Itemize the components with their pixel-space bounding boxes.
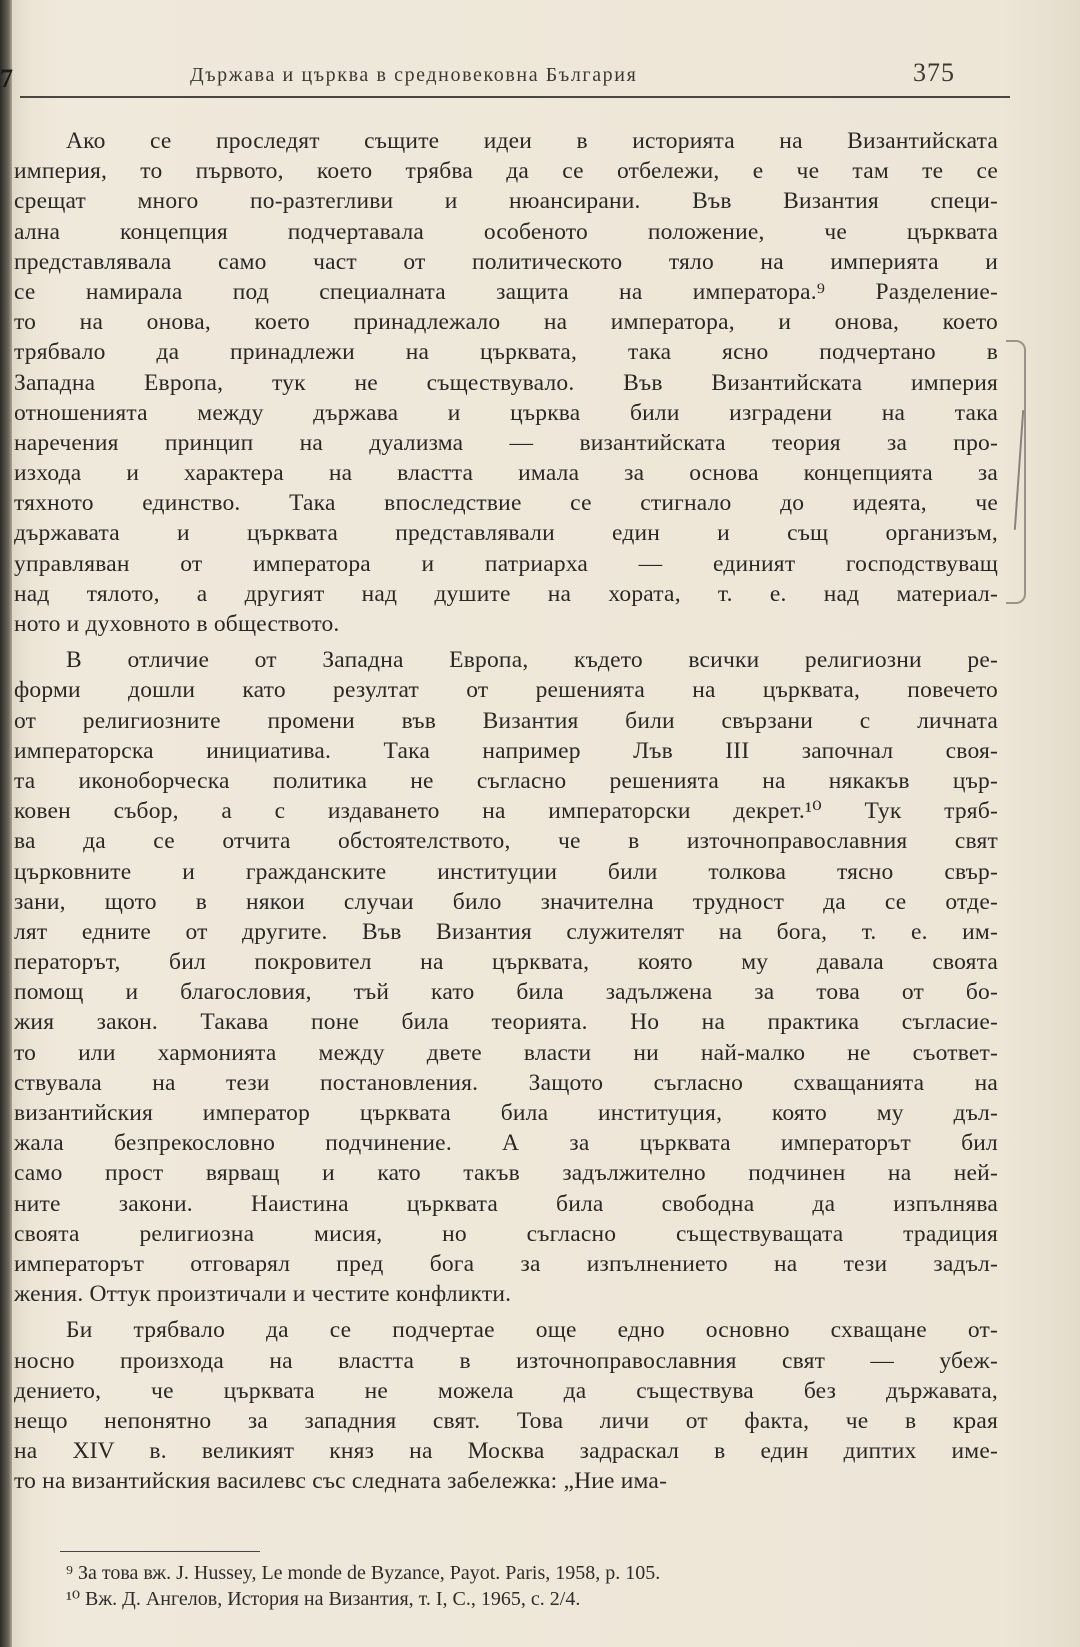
- text-line: ператорът, бил покровител на църквата, която му давала своята: [14, 949, 998, 976]
- text-line: жия закон. Такава поне била теорията. Но на практика съгласие-: [14, 1009, 998, 1036]
- text-line: представлявала само част от политическото тяло на империята и: [14, 248, 998, 275]
- text-line: императорска инициатива. Така например Лъв III започнал своя-: [14, 737, 998, 764]
- paragraph: [14, 645, 998, 1309]
- text-line: Ако се проследят същите идеи в историята на Византийската: [66, 128, 998, 154]
- body-text: [14, 126, 998, 1496]
- text-line: тяхното единство. Така впоследствие се стигнало до идеята, че: [14, 490, 998, 517]
- text-line: то или хармонията между двете власти ни най-малко не съответ-: [14, 1039, 998, 1066]
- header-rule: [20, 96, 1010, 98]
- text-line: нещо непонятно за западния свят. Това личи от факта, че в края: [14, 1407, 998, 1434]
- text-line: то на византийския василевс със следната забележка: „Ние има-: [14, 1468, 668, 1495]
- book-spine-shadow: [0, 0, 12, 1647]
- paragraph: [14, 1315, 998, 1496]
- page-number: 375: [913, 58, 955, 87]
- running-header: [0, 58, 1000, 98]
- footnote-rule: [60, 1551, 260, 1552]
- text-line: държавата и църквата представлявали един и същ организъм,: [14, 520, 998, 547]
- text-line: на XIV в. великият княз на Москва задраскал в един диптих име-: [14, 1438, 998, 1465]
- text-line: църковните и гражданските институции били толкова тясно свър-: [14, 858, 998, 885]
- text-line: от религиозните промени във Византия били свързани с личната: [14, 707, 998, 734]
- footnotes: [66, 1560, 996, 1612]
- text-line: над тялото, а другият над душите на хората, т. е. над материал-: [14, 580, 998, 607]
- text-line: носно произхода на властта в източноправославния свят — убеж-: [14, 1347, 998, 1374]
- text-line: жения. Оттук произтичали и честите конфликти.: [14, 1281, 512, 1308]
- text-line: зани, щото в някои случаи било значителна трудност да се отде-: [14, 888, 998, 915]
- text-line: ковен събор, а с издаването на императорски декрет.¹⁰ Тук тряб-: [14, 798, 998, 825]
- footnote: ¹⁰ Вж. Д. Ангелов, История на Византия, т. I, С., 1965, с. 2/4.: [66, 1588, 581, 1610]
- text-line: лят едните от другите. Във Византия служителят на бога, т. е. им-: [14, 918, 998, 945]
- text-line: се намирала под специалната защита на императора.⁹ Разделение-: [14, 278, 998, 305]
- text-line: ствувала на тези постановления. Защото съгласно схващанията на: [14, 1069, 998, 1096]
- text-line: ална концепция подчертавала особеното положение, че църквата: [14, 218, 998, 245]
- margin-pencil-bracket: [1006, 340, 1026, 604]
- text-line: В отличие от Западна Европа, където всички религиозни ре-: [66, 647, 998, 674]
- text-line: ното и духовното в обществото.: [14, 611, 340, 637]
- text-line: форми дошли като резултат от решенията на църквата, повечето: [14, 677, 998, 704]
- text-line: трябвало да принадлежи на църквата, така ясно подчертано в: [14, 339, 998, 366]
- text-line: императорът отговарял пред бога за изпълнението на тези задъл-: [14, 1250, 998, 1277]
- text-line: своята религиозна мисия, но съгласно съществуващата традиция: [14, 1220, 998, 1247]
- text-line: управляван от императора и патриарха — единият господствуващ: [14, 550, 998, 577]
- text-line: само прост вярващ и като такъв задължително подчинен на ней-: [14, 1160, 998, 1187]
- text-line: срещат много по-разтегливи и нюансирани. Във Византия специ-: [14, 188, 998, 215]
- footnote: ⁹ За това вж. J. Hussey, Le monde de Byzance, Payot. Paris, 1958, p. 105.: [66, 1562, 661, 1584]
- text-line: та иконоборческа политика не съгласно решенията на някакъв цър-: [14, 767, 998, 794]
- text-line: империя, то първото, което трябва да се отбележи, е че там те се: [14, 158, 998, 185]
- text-line: изхода и характера на властта имала за основа концепцията за: [14, 460, 998, 487]
- text-line: помощ и благословия, тъй като била задължена за това от бо-: [14, 979, 998, 1006]
- text-line: ва да се отчита обстоятелството, че в източноправославния свят: [14, 828, 998, 855]
- text-line: отношенията между държава и църква били изградени на така: [14, 399, 998, 426]
- text-line: дението, че църквата не можела да съществува без държавата,: [14, 1377, 998, 1404]
- text-line: наречения принцип на дуализма — византийската теория за про-: [14, 429, 998, 456]
- header-mark: 7: [0, 64, 13, 93]
- text-line: то на онова, което принадлежало на императора, и онова, което: [14, 309, 998, 336]
- text-line: жала безпрекословно подчинение. А за църквата императорът бил: [14, 1130, 998, 1157]
- running-title: Държава и църква в средновековна България: [190, 64, 638, 86]
- text-line: византийския император църквата била институция, която му дъл-: [14, 1100, 998, 1126]
- text-line: Западна Европа, тук не съществувало. Във Византийската империя: [14, 369, 998, 396]
- paragraph: [14, 126, 998, 639]
- text-line: Би трябвало да се подчертае още едно основно схващане от-: [66, 1317, 998, 1344]
- text-line: ните закони. Наистина църквата била свободна да изпълнява: [14, 1190, 998, 1217]
